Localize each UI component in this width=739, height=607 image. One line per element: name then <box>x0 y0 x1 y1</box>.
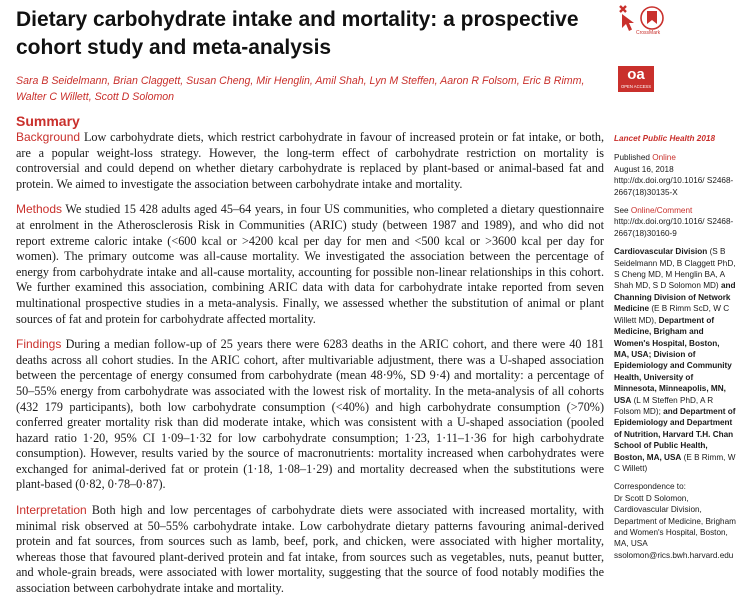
affiliation-2-body: (E B Rimm ScD, W C Willett MD), <box>614 304 730 325</box>
sidebar <box>614 133 736 568</box>
oa-label: OPEN ACCESS <box>620 84 652 89</box>
findings-text: During a median follow-up of 25 years there were 6283 deaths in the ARIC cohort, and there were 40 181 deaths across all cohort studies. In the ARIC cohort, after multivariable adjustment, there was a U-shaped association between the percentage of energy consumed from carbohydrate (mean 48·9%, SD 9·4) and mortality: a percentage of 50–55% energy from carbohydrate was associated with the lowest risk of mortality. In the meta-analysis of all cohorts (432 179 participants), both low carbohydrate consumption (<40%) and high carbohydrate consumption (>70%) conferred greater mortality risk than did moderate intake, which was consistent with a U-shaped association (pooled hazard ratio 1·20, 95% CI 1·09–1·32 for low carbohydrate consumption; 1·23, 1·11–1·36 for high carbohydrate consumption). However, results varied by the source of macronutrients: mortality increased when carbohydrates were exchanged for animal-derived fat or protein (1·18, 1·08–1·29) and mortality decreased when the substitutions were plant-based (0·82, 0·78–0·87). <box>16 337 604 492</box>
open-access-badge <box>618 66 654 92</box>
affiliation-1-head: Cardiovascular Division <box>614 247 708 257</box>
background-text: Low carbohydrate diets, which restrict carbohydrate in favour of increased protein or fat intake, or both, are a popular weight-loss strategy. However, the long-term effect of carbohydrate restriction on mortality is controversial and could depend on whether dietary carbohydrate is replaced by plant-based or animal-based fat and protein. We aimed to investigate the association between carbohydrate intake and mortality. <box>16 130 605 191</box>
published-prefix: Published <box>614 153 653 163</box>
background-label: Background <box>16 130 81 144</box>
published-online-link[interactable]: Online <box>652 153 676 163</box>
see-also <box>614 205 736 239</box>
crossmark-badge[interactable] <box>614 2 674 42</box>
summary-heading: Summary <box>16 113 80 129</box>
correspondence-address: Dr Scott D Solomon, Cardiovascular Division, Department of Medicine, Brigham and Women's Hospital, Boston, MA, USA <box>614 493 736 549</box>
affiliation-2-head: and Channing Division of Network Medicine <box>614 281 736 314</box>
correspondence-email[interactable]: ssolomon@rics.bwh.harvard.edu <box>614 550 734 560</box>
findings-paragraph <box>16 337 604 493</box>
published-date: August 16, 2018 <box>614 164 674 174</box>
online-comment-link[interactable]: Online/Comment <box>630 206 693 216</box>
methods-label: Methods <box>16 202 63 217</box>
interpretation-text: Both high and low percentages of carbohydrate diets were associated with increased mortality, with minimal risk observed at 50–55% carbohydrate intake. Low carbohydrate dietary patterns favouring animal-derived protein and fat sources, from sources such as lamb, beef, pork, and chicken, were associated with higher mortality, whereas those that favoured plant-derived protein and fat intake, from sources such as vegetables, nuts, peanut butter, and whole-grain breads, were associated with lower mortality, suggesting that the source of food notably modifies the association between carbohydrate intake and mortality. <box>16 503 604 596</box>
oa-mark: oa <box>627 66 645 83</box>
correspondence-heading: Correspondence to: <box>614 482 686 492</box>
affiliation-3-head: Department of Medicine, Brigham and Women's Hospital, Boston, MA, USA; Division of Epidemiology and Community Health, University of Minnesota, Minneapolis, MN, USA <box>614 315 732 405</box>
affiliation-4-body: (E B Rimm, W C Willett) <box>614 452 736 473</box>
findings-label: Findings <box>16 337 62 352</box>
summary-body <box>16 130 604 607</box>
published-info <box>614 152 736 198</box>
background-paragraph <box>16 130 604 192</box>
comment-doi[interactable]: http://dx.doi.org/10.1016/ S2468-2667(18)30160-9 <box>614 217 734 238</box>
journal-citation: Lancet Public Health 2018 <box>614 134 716 143</box>
interpretation-label: Interpretation <box>16 503 87 518</box>
article-doi[interactable]: http://dx.doi.org/10.1016/ S2468-2667(18)30135-X <box>614 176 734 197</box>
see-prefix: See <box>614 206 631 216</box>
correspondence <box>614 481 736 561</box>
affiliations <box>614 246 736 474</box>
article-title: Dietary carbohydrate intake and mortality: a prospective cohort study and meta-analysis <box>16 8 579 59</box>
methods-paragraph <box>16 202 604 327</box>
crossmark-label: CrossMark <box>636 30 661 36</box>
author-list: Sara B Seidelmann, Brian Claggett, Susan Cheng, Mir Henglin, Amil Shah, Lyn M Steffen, Aaron R Folsom, Eric B Rimm, Walter C Willett, Scott D Solomon <box>16 75 585 103</box>
affiliation-1-body: (S B Seidelmann MD, B Claggett PhD, S Cheng MD, M Henglin BA, A Shah MD, S D Solomon MD) <box>614 247 736 291</box>
crossmark-icon <box>614 2 674 42</box>
interpretation-paragraph <box>16 503 604 597</box>
affiliation-3-body: (L M Steffen PhD, A R Folsom MD); <box>614 395 714 416</box>
affiliation-4-head: and Department of Epidemiology and Department of Nutrition, Harvard T.H. Chan School of Public Health, Boston, MA, USA <box>614 406 736 462</box>
methods-text: We studied 15 428 adults aged 45–64 years, in four US communities, who completed a dietary questionnaire at enrolment in the Atherosclerosis Risk in Communities (ARIC) study (between 1987 and 1989), and who did not report extreme caloric intake (<600 kcal or >4200 kcal per day for men and <500 kcal or >3600 kcal per day for women). The primary outcome was all-cause mortality. We investigated the association between the percentage of energy from carbohydrate intake and all-cause mortality, accounting for possible non-linear relationships in this cohort. We further examined this association, combining ARIC data with data for carbohydrate intake reported from seven multinational prospective studies in a meta-analysis. Finally, we assessed whether the substitution of animal or plant sources of fat and protein for carbohydrate affected mortality. <box>16 202 605 326</box>
